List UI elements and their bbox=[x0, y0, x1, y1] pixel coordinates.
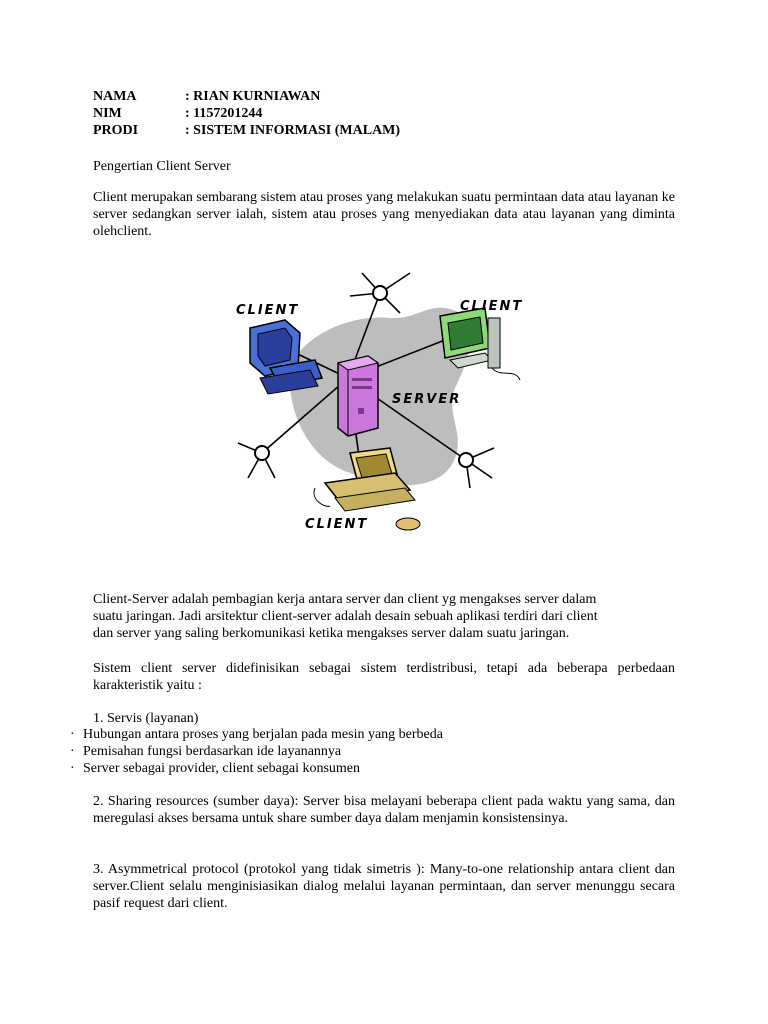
identity-header bbox=[93, 88, 675, 139]
bullet-dot: · bbox=[70, 761, 75, 776]
list-item-text: Pemisahan fungsi berdasarkan ide layanannya bbox=[83, 744, 342, 759]
header-label: PRODI bbox=[93, 123, 139, 138]
paragraph-client-server bbox=[93, 591, 675, 642]
list-item bbox=[70, 726, 690, 743]
network-node bbox=[459, 453, 473, 467]
header-row-nama bbox=[93, 88, 675, 105]
bullet-dot: · bbox=[70, 727, 75, 742]
client-label-right: CLIENT bbox=[460, 299, 524, 314]
document-page bbox=[93, 88, 675, 240]
client-server-diagram bbox=[230, 268, 540, 538]
paragraph-line: dan server yang saling berkomunikasi ketika mengakses server dalam suatu jaringan. bbox=[93, 626, 570, 641]
header-label: NAMA bbox=[93, 89, 137, 104]
header-value: : 1157201244 bbox=[185, 106, 263, 121]
server-tower-icon bbox=[338, 356, 378, 436]
network-node bbox=[373, 286, 387, 300]
bullet-dot: · bbox=[70, 744, 75, 759]
paragraph-line: suatu jaringan. Jadi arsitektur client-server adalah desain sebuah aplikasi terdiri dari client bbox=[93, 609, 598, 624]
header-row-prodi bbox=[93, 122, 675, 139]
client-label-left: CLIENT bbox=[236, 303, 300, 318]
header-label: NIM bbox=[93, 106, 122, 121]
paragraph-sharing-resources: 2. Sharing resources (sumber daya): Server bisa melayani beberapa client pada waktu yang sama, dan meregulasi akses bersama untuk share sumber daya dalam menjamin konsistensinya. bbox=[93, 794, 675, 826]
list-item-text: Server sebagai provider, client sebagai konsumen bbox=[83, 761, 361, 776]
paragraph-line: Client-Server adalah pembagian kerja antara server dan client yg mengakses server dalam bbox=[93, 592, 597, 607]
network-node bbox=[255, 446, 269, 460]
paragraph-asymmetrical-protocol: 3. Asymmetrical protocol (protokol yang tidak simetris ): Many-to-one relationship antara client dan server.Client selalu menginisiasikan dialog melalui layanan permintaan, dan server menunggu secara pasif request dari client. bbox=[93, 862, 675, 911]
list-title-servis: 1. Servis (layanan) bbox=[93, 711, 199, 726]
section-title: Pengertian Client Server bbox=[93, 159, 231, 174]
client-label-bottom: CLIENT bbox=[305, 517, 369, 532]
header-value: : SISTEM INFORMASI (MALAM) bbox=[185, 123, 401, 138]
paragraph-characteristics: Sistem client server didefinisikan sebagai sistem terdistribusi, tetapi ada beberapa perbedaan karakteristik yaitu : bbox=[93, 661, 675, 693]
paragraph-definition: Client merupakan sembarang sistem atau proses yang melakukan suatu permintaan data atau layanan ke server sedangkan server ialah, sistem atau proses yang menyediakan data atau layanan yang diminta olehclient. bbox=[93, 190, 675, 239]
list-item bbox=[70, 760, 690, 777]
header-row-nim bbox=[93, 105, 675, 122]
list-item bbox=[70, 743, 690, 760]
bullet-list bbox=[70, 726, 690, 777]
list-item-text: Hubungan antara proses yang berjalan pada mesin yang berbeda bbox=[83, 727, 443, 742]
server-label: SERVER bbox=[392, 392, 462, 407]
header-value: : RIAN KURNIAWAN bbox=[185, 89, 321, 104]
